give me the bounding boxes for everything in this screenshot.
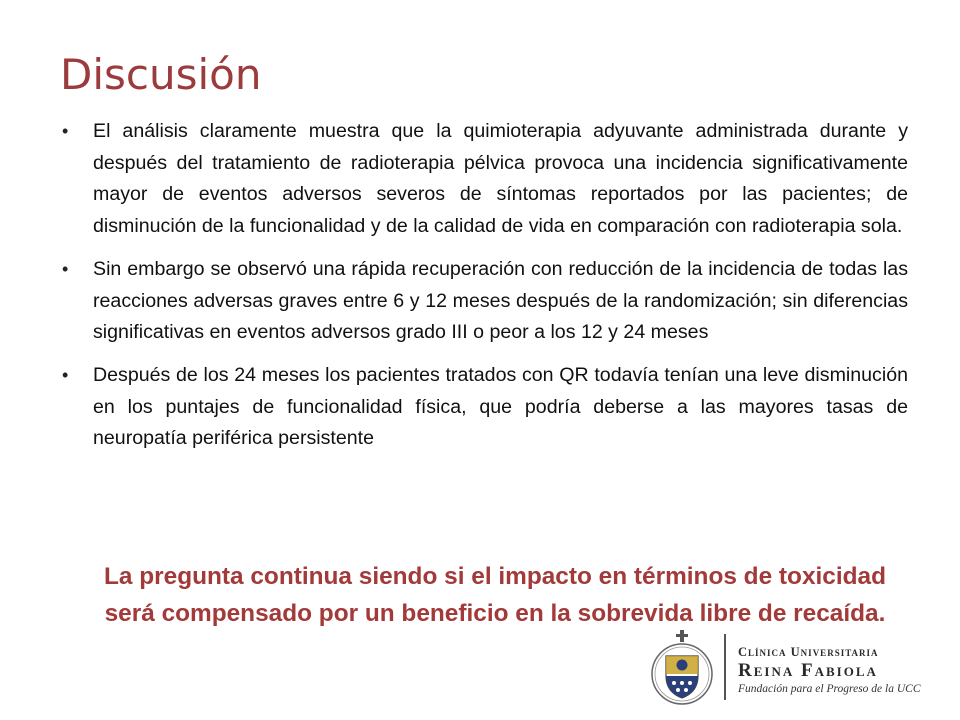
bullet-item <box>62 254 908 349</box>
logo-clinic-name: Reina Fabiola <box>738 660 878 681</box>
bullet-item <box>62 360 908 455</box>
bullet-text: Después de los 24 meses los pacientes tratados con QR todavía tenían una leve disminución en los puntajes de funcionalidad física, que podría deberse a las mayores tasas de neuropatía periférica persistente <box>93 363 908 450</box>
slide-title: Discusión <box>60 50 262 99</box>
logo-divider <box>724 634 726 700</box>
bullet-text: El análisis claramente muestra que la quimioterapia adyuvante administrada durante y después del tratamiento de radioterapia pélvica provoca una incidencia significativamente mayor de eventos adversos severos de síntomas reportados por las pacientes; de disminución de la funcionalidad y de la calidad de vida en comparación con radioterapia sola. <box>93 120 908 238</box>
clinic-crest-icon <box>650 628 714 706</box>
bullet-list <box>62 116 908 466</box>
bullet-item <box>62 116 908 243</box>
key-question: La pregunta continua siendo si el impacto en términos de toxicidad será compensado por un beneficio en la sobrevida libre de recaída. <box>104 563 886 627</box>
logo-foundation: Fundación para el Progreso de la UCC <box>738 683 921 695</box>
bullet-dot-icon: • <box>62 364 69 385</box>
logo-clinic-label: Clínica Universitaria <box>738 645 879 659</box>
bullet-text: Sin embargo se observó una rápida recuperación con reducción de la incidencia de todas las reacciones adversas graves entre 6 y 12 meses después de la randomización; sin diferencias significativas en eventos adversos grado III o peor a los 12 y 24 meses <box>93 257 908 344</box>
bullet-dot-icon: • <box>62 258 69 279</box>
logo-text <box>738 644 948 697</box>
bullet-dot-icon: • <box>62 121 69 141</box>
clinic-logo <box>650 628 950 708</box>
